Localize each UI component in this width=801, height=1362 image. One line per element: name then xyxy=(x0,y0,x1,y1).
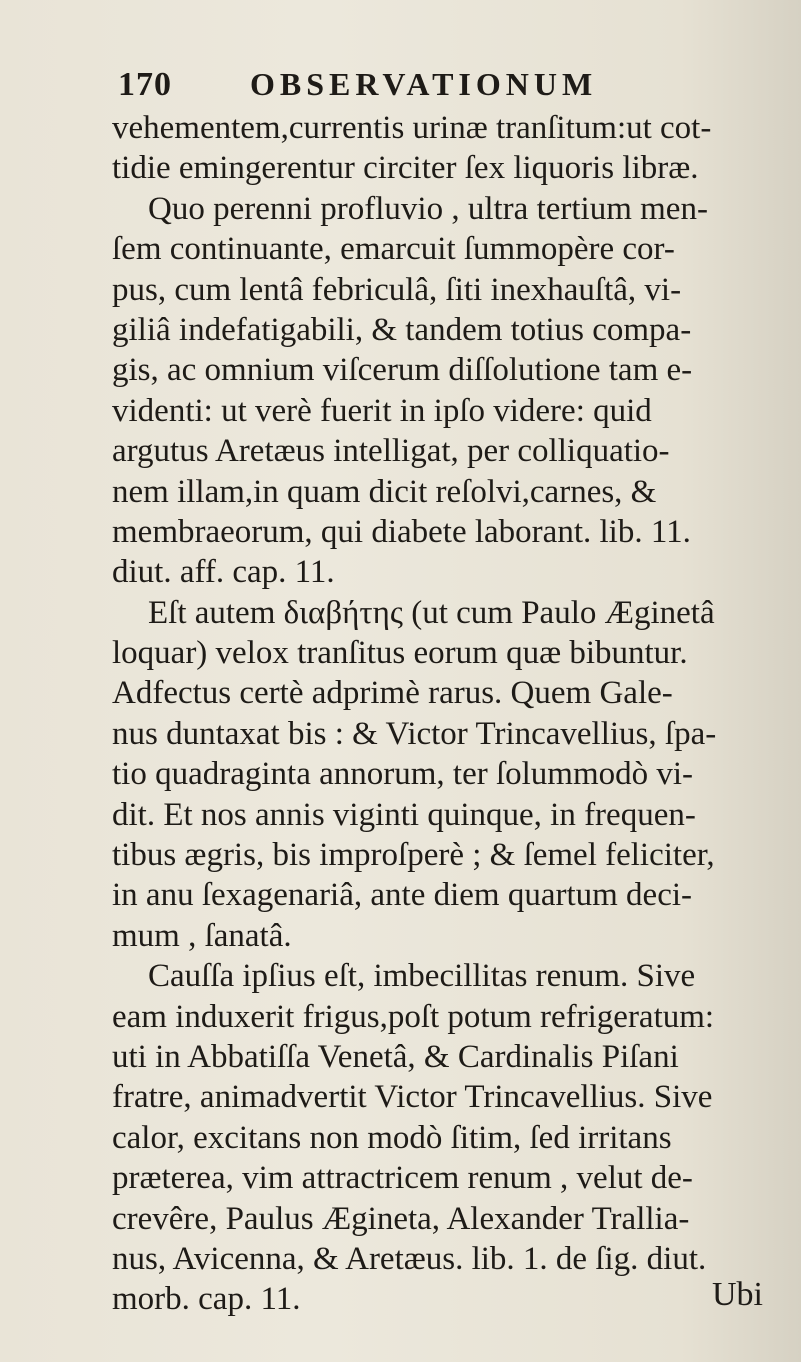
text-line: tibus ægris, bis improſperè ; & ſemel feliciter, xyxy=(112,837,715,874)
text-line: crevêre, Paulus Ægineta, Alexander Trallia- xyxy=(112,1200,690,1237)
text-line: nus duntaxat bis : & Victor Trincavellius, ſpa- xyxy=(112,715,717,752)
text-line: argutus Aretæus intelligat, per colliquatio- xyxy=(112,433,670,470)
text-line: nus, Avicenna, & Aretæus. lib. 1. de ſig. diut. xyxy=(112,1240,707,1277)
text-line: mum , ſanatâ. xyxy=(112,917,292,954)
running-head: OBSERVATIONUM xyxy=(250,66,598,102)
text-line: Cauſſa ipſius eſt, imbecillitas renum. Sive xyxy=(148,958,696,995)
page-header xyxy=(118,66,678,110)
text-line: pus, cum lentâ febriculâ, ſiti inexhauſtâ, vi- xyxy=(112,271,682,308)
text-line: Eſt autem διαβήτης (ut cum Paulo Æginetâ xyxy=(148,594,715,631)
text-line: in anu ſexagenariâ, ante diem quartum deci- xyxy=(112,877,692,914)
text-line: præterea, vim attractricem renum , velut de- xyxy=(112,1160,693,1197)
text-line: ſem continuante, emarcuit ſummopère cor- xyxy=(112,231,675,268)
text-line: eam induxerit frigus,poſt potum refrigeratum: xyxy=(112,998,715,1035)
text-line: uti in Abbatiſſa Venetâ, & Cardinalis Piſani xyxy=(112,1038,679,1075)
text-line: tidie emingerentur circiter ſex liquoris libræ. xyxy=(112,150,699,187)
text-line: dit. Et nos annis viginti quinque, in frequen- xyxy=(112,796,696,833)
text-line: gis, ac omnium viſcerum diſſolutione tam e- xyxy=(112,352,693,389)
page-number: 170 xyxy=(118,66,172,103)
text-line: diut. aff. cap. 11. xyxy=(112,554,335,591)
text-line: calor, excitans non modò ſitim, ſed irritans xyxy=(112,1119,672,1156)
text-line: videnti: ut verè fuerit in ipſo videre: quid xyxy=(112,392,652,429)
text-line: giliâ indefatigabili, & tandem totius compa- xyxy=(112,311,692,348)
body-text xyxy=(112,108,772,1320)
text-line: tio quadraginta annorum, ter ſolummodò vi- xyxy=(112,756,694,793)
text-line: Quo perenni profluvio , ultra tertium men- xyxy=(148,190,708,227)
text-line: vehementem,currentis urinæ tranſitum:ut cot- xyxy=(112,110,712,146)
text-line: morb. cap. 11. xyxy=(112,1281,301,1318)
text-line: fratre, animadvertit Victor Trincavellius. Sive xyxy=(112,1079,713,1116)
text-line: Adfectus certè adprimè rarus. Quem Gale- xyxy=(112,675,673,712)
catchword: Ubi xyxy=(712,1276,763,1313)
text-line: membraeorum, qui diabete laborant. lib. 11. xyxy=(112,513,691,550)
text-line: loquar) velox tranſitus eorum quæ bibuntur. xyxy=(112,635,688,672)
text-line: nem illam,in quam dicit reſolvi,carnes, & xyxy=(112,473,657,510)
